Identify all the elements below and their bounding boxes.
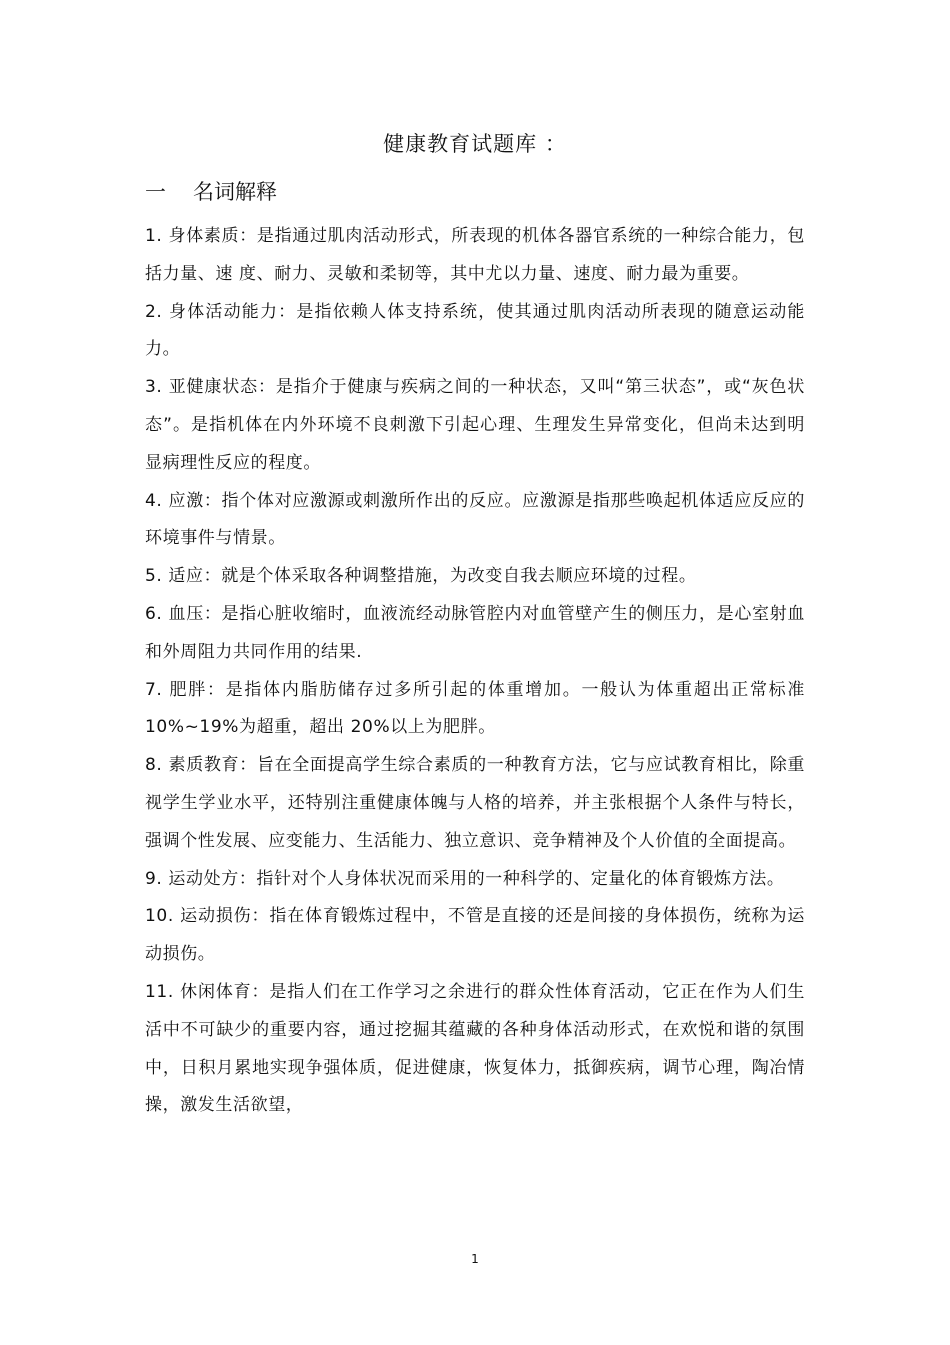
definition-entry-2: 2. 身体活动能力：是指依赖人体支持系统，使其通过肌肉活动所表现的随意运动能力。 — [145, 301, 805, 360]
section-number: 一 — [145, 180, 166, 204]
definition-entry-3: 3. 亚健康状态：是指介于健康与疾病之间的一种状态，又叫“第三状态”，或“灰色状态”。是指机体在内外环境不良刺激下引起心理、生理发生异常变化，但尚未达到明显病理性反应的程度。 — [145, 377, 805, 473]
definition-entry-9: 9. 运动处方：指针对个人身体状况而采用的一种科学的、定量化的体育锻炼方法。 — [145, 868, 785, 889]
definition-entry-11: 11. 休闲体育：是指人们在工作学习之余进行的群众性体育活动，它正在作为人们生活中不可缺少的重要内容，通过挖掘其蕴藏的各种身体活动形式，在欢悦和谐的氛围中，日积月累地实现争强体质，促进健康，恢复体力，抵御疾病，调节心理，陶冶情操，激发生活欲望， — [145, 981, 805, 1116]
definition-entry-1: 1. 身体素质：是指通过肌肉活动形式，所表现的机体各器官系统的一种综合能力，包括力量、速 度、耐力、灵敏和柔韧等，其中尤以力量、速度、耐力最为重要。 — [145, 226, 805, 284]
page-number: 1 — [471, 1252, 479, 1266]
definitions-list — [145, 218, 805, 1125]
definition-entry-7: 7. 肥胖：是指体内脂肪储存过多所引起的体重增加。一般认为体重超出正常标准 10%~19%为超重，超出 20%以上为肥胖。 — [145, 679, 805, 738]
definition-entry-4: 4. 应激：指个体对应激源或刺激所作出的反应。应激源是指那些唤起机体适应反应的环境事件与情景。 — [145, 490, 805, 549]
section-title: 名词解释 — [193, 180, 277, 204]
definition-entry-5: 5. 适应：就是个体采取各种调整措施，为改变自我去顺应环境的过程。 — [145, 566, 697, 587]
document-title: 健康教育试题库 ： — [383, 132, 567, 156]
section-heading — [145, 176, 277, 206]
definition-entry-6: 6. 血压：是指心脏收缩时，血液流经动脉管腔内对血管壁产生的侧压力，是心室射血和外周阻力共同作用的结果. — [145, 603, 805, 662]
definition-entry-10: 10. 运动损伤：指在体育锻炼过程中，不管是直接的还是间接的身体损伤，统称为运动损伤。 — [145, 906, 805, 965]
definition-entry-8: 8. 素质教育：旨在全面提高学生综合素质的一种教育方法，它与应试教育相比，除重视学生学业水平，还特别注重健康体魄与人格的培养，并主张根据个人条件与特长，强调个性发展、应变能力、生活能力、独立意识、竞争精神及个人价值的全面提高。 — [145, 755, 805, 851]
